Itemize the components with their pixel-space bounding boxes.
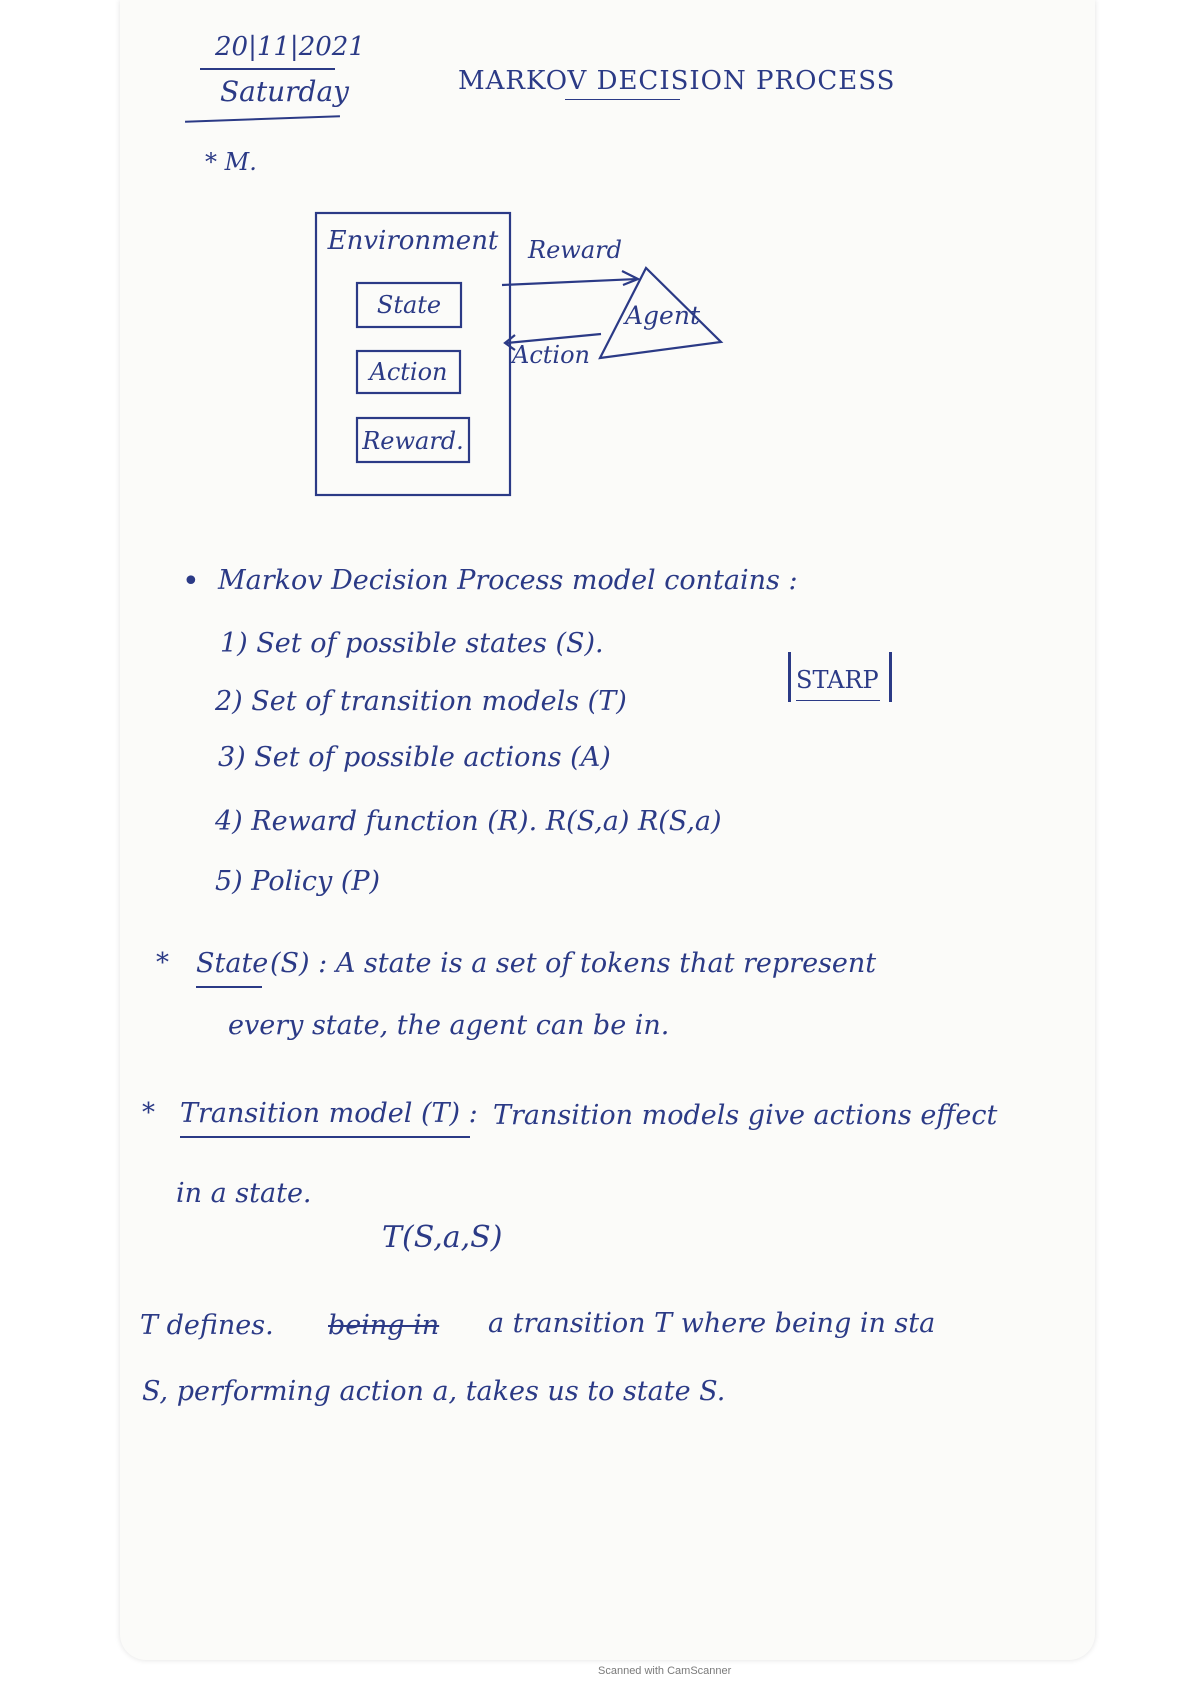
mdp-diagram (120, 0, 1095, 560)
reward-box-label: Reward. (362, 427, 464, 455)
model-heading: Markov Decision Process model contains : (218, 565, 798, 596)
list-item: 5) Policy (P) (215, 866, 381, 897)
transition-term: Transition model (T) : (180, 1098, 478, 1129)
reward-arrow-head (622, 271, 638, 285)
list-item: 2) Set of transition models (T) (215, 686, 627, 717)
state-term-underline (196, 986, 262, 988)
date-text: 20|11|2021 (215, 32, 365, 62)
page-title: MARKOV DECISION PROCESS (458, 66, 896, 96)
reward-arrow-label: Reward (528, 236, 622, 264)
state-term: State (196, 948, 269, 979)
environment-label: Environment (327, 226, 499, 256)
transition-line3-prefix: T defines. (140, 1310, 274, 1341)
star-marker: * (156, 948, 169, 978)
list-item: 3) Set of possible actions (A) (218, 742, 611, 773)
list-item: 1) Set of possible states (S). (220, 628, 604, 659)
day-text: Saturday (220, 75, 349, 108)
scanner-watermark: Scanned with CamScanner (598, 1665, 732, 1677)
struck-text: being in (328, 1310, 440, 1341)
state-def-line2: every state, the agent can be in. (228, 1010, 670, 1041)
transition-def-line2: in a state. (176, 1178, 312, 1209)
transition-line3: a transition T where being in sta (488, 1308, 936, 1339)
bullet-dot: • (182, 564, 200, 599)
action-box-label: Action (369, 358, 448, 386)
intro-marker: * M. (205, 148, 257, 176)
transition-def-line1: Transition models give actions effect (493, 1100, 998, 1131)
state-def-line1: (S) : A state is a set of tokens that represent (270, 948, 877, 979)
transition-term-underline (180, 1136, 470, 1138)
notebook-page (120, 0, 1095, 1660)
agent-label: Agent (625, 301, 700, 330)
state-box-label: State (376, 291, 442, 319)
list-item: 4) Reward function (R). R(S,a) R(S,a) (215, 806, 722, 837)
action-arrow-label: Action (512, 341, 590, 369)
star-marker: * (142, 1098, 155, 1128)
acronym-text: STARP (796, 666, 879, 694)
transition-formula: T(S,a,S) (382, 1220, 503, 1255)
reward-arrow-line (502, 279, 637, 285)
transition-line4: S, performing action a, takes us to state S. (142, 1376, 726, 1407)
acronym-underline (796, 700, 880, 701)
